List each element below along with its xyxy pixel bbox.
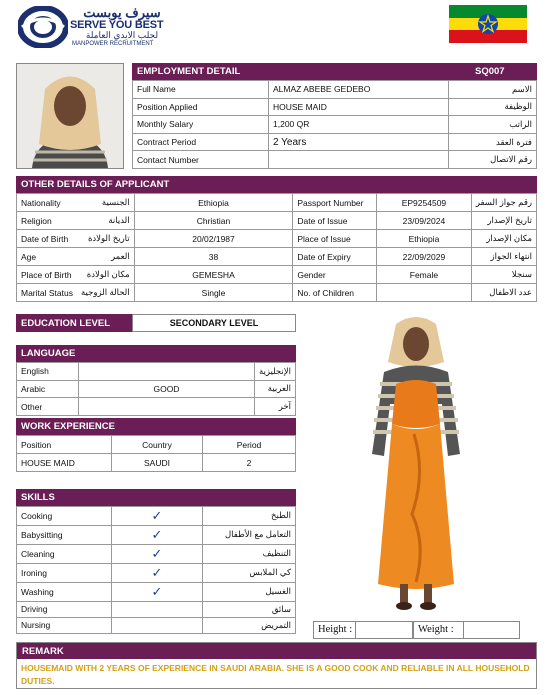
skill-checkmark-icon	[112, 544, 203, 563]
detail-label-arabic: تاريخ الإصدار	[471, 212, 536, 230]
applicant-portrait-photo	[16, 63, 124, 169]
language-level	[78, 398, 254, 416]
detail-label: Nationality	[17, 194, 77, 212]
remark-section	[16, 642, 537, 689]
detail-value: GEMESHA	[134, 266, 293, 284]
table-row	[17, 544, 296, 563]
table-row	[17, 380, 296, 398]
table-row	[17, 582, 296, 601]
skill-name: Nursing	[17, 617, 112, 633]
weight-field	[413, 621, 520, 639]
detail-value: Single	[134, 284, 293, 302]
table-row	[133, 116, 537, 134]
skill-checkmark-icon	[112, 563, 203, 582]
detail-value: 23/09/2024	[377, 212, 472, 230]
height-label: Height :	[314, 622, 356, 638]
skill-check-cell	[112, 617, 203, 633]
row-label: Monthly Salary	[133, 116, 269, 134]
column-header: Country	[112, 436, 203, 454]
table-header-row	[17, 436, 296, 454]
skill-name-arabic: الطبخ	[203, 507, 296, 526]
skill-check-cell	[112, 601, 203, 617]
contract-period-value: 2 Years	[269, 133, 449, 151]
table-row	[17, 284, 537, 302]
detail-label-arabic: سنجلا	[471, 266, 536, 284]
employment-detail-header	[132, 63, 537, 80]
language-level	[78, 363, 254, 381]
table-row	[17, 525, 296, 544]
measurements-row	[313, 621, 520, 639]
work-experience-header: WORK EXPERIENCE	[16, 418, 296, 435]
skill-name: Ironing	[17, 563, 112, 582]
employment-table	[132, 80, 537, 169]
logo-emblem-icon	[18, 6, 68, 48]
detail-label: Date of Birth	[17, 230, 77, 248]
language-table	[16, 362, 296, 416]
checkmark-icon: ✓	[151, 584, 163, 600]
education-section	[16, 314, 296, 332]
detail-label-arabic: عدد الاطفال	[471, 284, 536, 302]
contact-number-value	[269, 151, 449, 169]
detail-label: Date of Expiry	[293, 248, 377, 266]
skills-header: SKILLS	[16, 489, 296, 506]
checkmark-icon: ✓	[151, 508, 163, 524]
work-experience-section	[16, 418, 296, 472]
monthly-salary-value: 1,200 QR	[269, 116, 449, 134]
other-details-section	[16, 176, 537, 302]
employment-detail-title: EMPLOYMENT DETAIL	[137, 66, 241, 77]
skill-name: Babysitting	[17, 525, 112, 544]
work-position: HOUSE MAID	[17, 454, 112, 472]
language-name-arabic: آخر	[254, 398, 295, 416]
detail-label: Age	[17, 248, 77, 266]
checkmark-icon: ✓	[151, 565, 163, 581]
skills-table	[16, 506, 296, 634]
language-level: GOOD	[78, 380, 254, 398]
skill-checkmark-icon	[112, 525, 203, 544]
detail-label: Gender	[293, 266, 377, 284]
ethiopia-flag	[449, 5, 527, 43]
table-row	[17, 363, 296, 381]
detail-value	[377, 284, 472, 302]
company-logo	[18, 6, 178, 48]
other-details-table	[16, 193, 537, 302]
detail-label-arabic: العمر	[77, 248, 134, 266]
row-label-arabic: فترة العقد	[449, 133, 537, 151]
detail-value: EP9254509	[377, 194, 472, 212]
remark-text: HOUSEMAID WITH 2 YEARS OF EXPERIENCE IN SAUDI ARABIA. SHE IS A GOOD COOK AND RELIABLE IN ALL HOUSEHOLD DUTIES.	[21, 663, 530, 686]
detail-value: Ethiopia	[377, 230, 472, 248]
detail-label-arabic: رقم جواز السفر	[471, 194, 536, 212]
skill-checkmark-icon	[112, 507, 203, 526]
row-label: Contract Period	[133, 133, 269, 151]
checkmark-icon: ✓	[151, 527, 163, 543]
column-header: Position	[17, 436, 112, 454]
table-row	[17, 617, 296, 633]
detail-label: Religion	[17, 212, 77, 230]
language-section	[16, 345, 296, 416]
language-header: LANGUAGE	[16, 345, 296, 362]
detail-label-arabic: مكان الإصدار	[471, 230, 536, 248]
row-label-arabic: الوظيفة	[449, 98, 537, 116]
table-row	[17, 601, 296, 617]
skill-name: Cooking	[17, 507, 112, 526]
detail-value: Ethiopia	[134, 194, 293, 212]
skill-name: Driving	[17, 601, 112, 617]
work-period: 2	[203, 454, 296, 472]
row-label: Contact Number	[133, 151, 269, 169]
employment-detail-section	[132, 63, 537, 169]
flag-star-emblem-icon	[477, 13, 499, 35]
logo-arabic: سيرف يوبست	[83, 5, 161, 20]
table-row	[133, 81, 537, 99]
column-header: Period	[203, 436, 296, 454]
detail-value: 20/02/1987	[134, 230, 293, 248]
detail-label: Date of Issue	[293, 212, 377, 230]
logo-title: SERVE YOU BEST	[70, 19, 164, 31]
row-label-arabic: الراتب	[449, 116, 537, 134]
language-name: English	[17, 363, 79, 381]
table-row	[17, 507, 296, 526]
work-experience-table	[16, 435, 296, 472]
skill-checkmark-icon	[112, 582, 203, 601]
height-field	[313, 621, 413, 639]
position-applied-value: HOUSE MAID	[269, 98, 449, 116]
detail-label-arabic: الجنسية	[77, 194, 134, 212]
table-row	[133, 133, 537, 151]
checkmark-icon: ✓	[151, 546, 163, 562]
table-row	[17, 266, 537, 284]
other-details-header: OTHER DETAILS OF APPLICANT	[16, 176, 537, 193]
detail-label: Passport Number	[293, 194, 377, 212]
detail-label-arabic: مكان الولادة	[77, 266, 134, 284]
row-label: Full Name	[133, 81, 269, 99]
detail-value: 38	[134, 248, 293, 266]
skill-name: Washing	[17, 582, 112, 601]
row-label-arabic: الاسم	[449, 81, 537, 99]
table-row	[17, 248, 537, 266]
skill-name-arabic: التنظيف	[203, 544, 296, 563]
detail-label-arabic: انتهاء الجواز	[471, 248, 536, 266]
detail-label-arabic: تاريخ الولادة	[77, 230, 134, 248]
table-row	[133, 151, 537, 169]
table-row	[17, 194, 537, 212]
logo-subtitle: MANPOWER RECRUITMENT	[72, 41, 154, 47]
applicant-full-body-photo	[356, 314, 476, 614]
education-level-value: SECONDARY LEVEL	[132, 314, 296, 332]
language-name-arabic: الإنجليزية	[254, 363, 295, 381]
language-name: Arabic	[17, 380, 79, 398]
skill-name-arabic: كي الملابس	[203, 563, 296, 582]
skill-name-arabic: التعامل مع الأطفال	[203, 525, 296, 544]
skill-name-arabic: الغسيل	[203, 582, 296, 601]
detail-value: Female	[377, 266, 472, 284]
table-row	[17, 563, 296, 582]
detail-value: Christian	[134, 212, 293, 230]
table-row	[133, 98, 537, 116]
education-level-label: EDUCATION LEVEL	[16, 314, 132, 332]
work-country: SAUDI	[112, 454, 203, 472]
skill-name-arabic: سائق	[203, 601, 296, 617]
remark-header: REMARK	[17, 643, 536, 659]
detail-label-arabic: الديانة	[77, 212, 134, 230]
detail-value: 22/09/2029	[377, 248, 472, 266]
detail-label: No. of Children	[293, 284, 377, 302]
full-name-value: ALMAZ ABEBE GEDEBO	[269, 81, 449, 99]
weight-label: Weight :	[414, 622, 464, 638]
table-row	[17, 398, 296, 416]
table-row	[17, 454, 296, 472]
applicant-code: SQ007	[475, 66, 505, 77]
logo-arabic-sub: لجلب الايدي العاملة	[85, 30, 159, 40]
detail-label-arabic: الحالة الزوجية	[77, 284, 134, 302]
language-name: Other	[17, 398, 79, 416]
skill-name: Cleaning	[17, 544, 112, 563]
row-label-arabic: رقم الاتصال	[449, 151, 537, 169]
skill-name-arabic: التمريض	[203, 617, 296, 633]
row-label: Position Applied	[133, 98, 269, 116]
detail-label: Marital Status	[17, 284, 77, 302]
skills-section	[16, 489, 296, 634]
table-row	[17, 230, 537, 248]
language-name-arabic: العربية	[254, 380, 295, 398]
detail-label: Place of Birth	[17, 266, 77, 284]
detail-label: Place of Issue	[293, 230, 377, 248]
table-row	[17, 212, 537, 230]
